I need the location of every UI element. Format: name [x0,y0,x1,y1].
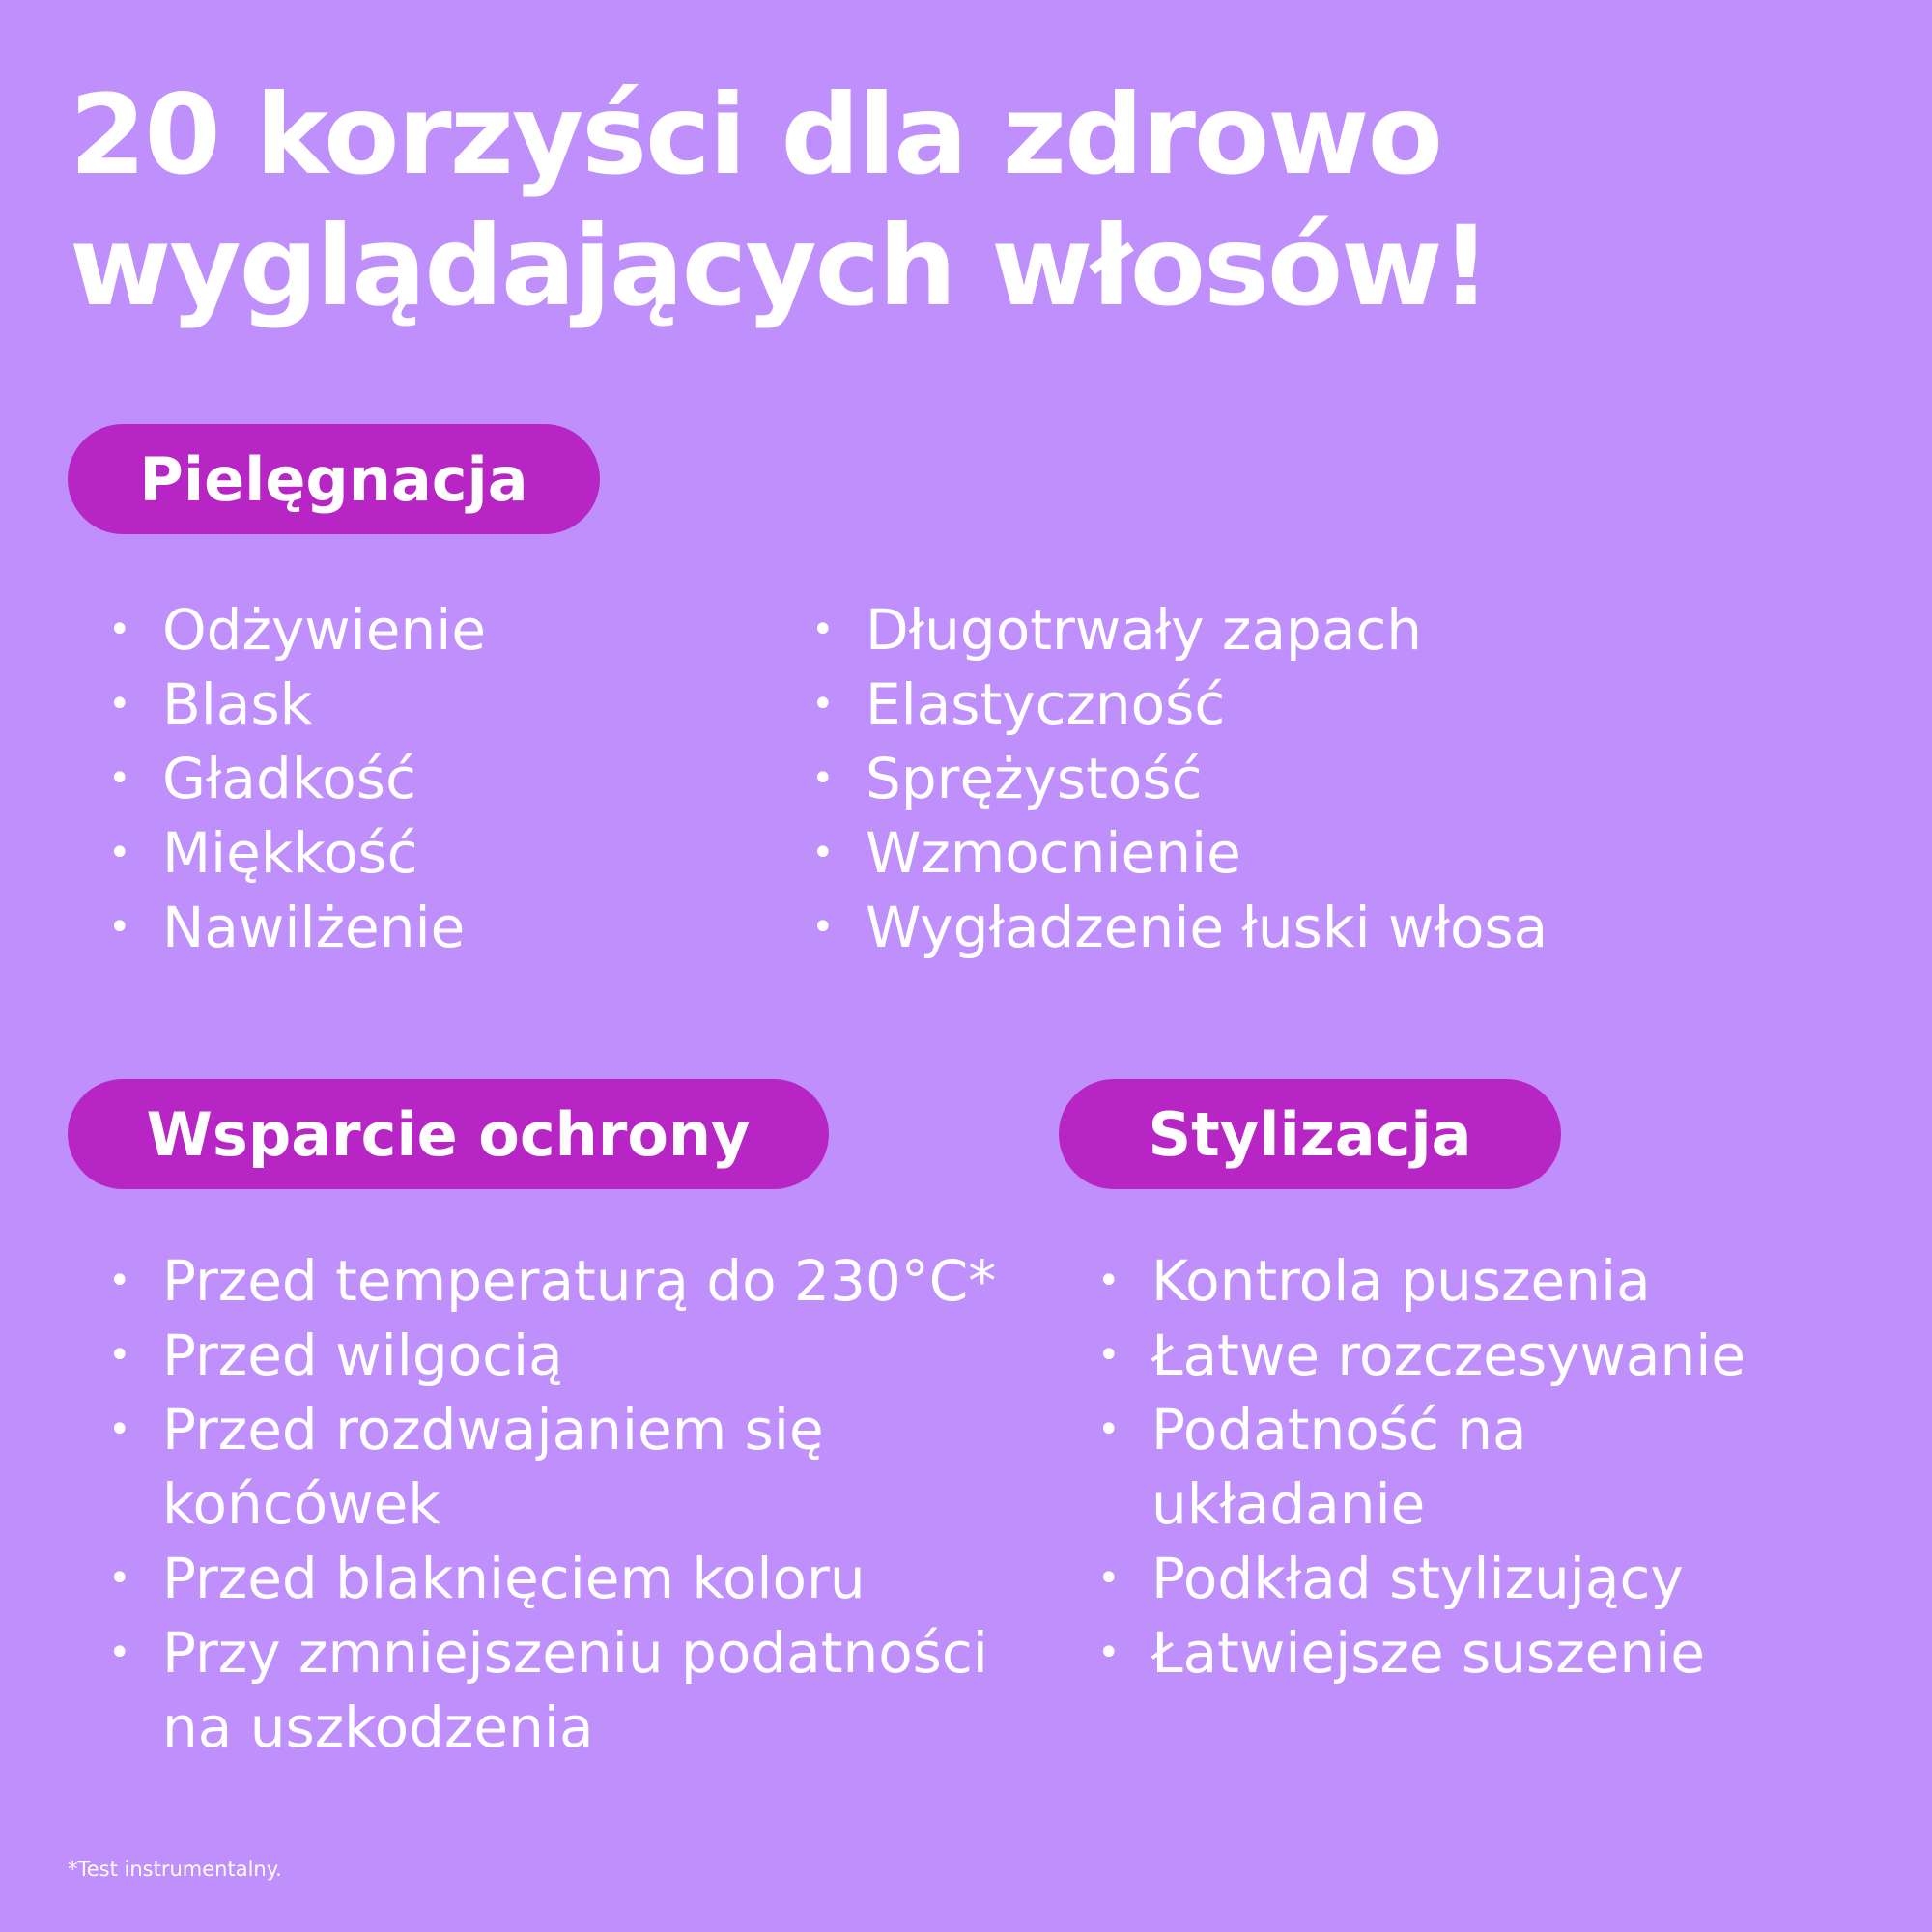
list-item: • Przed temperaturą do 230°C* [70,1244,1084,1319]
bullet-icon: • [108,608,131,652]
bullet-icon: • [1097,1631,1121,1675]
list-item: • Łatwiejsze suszenie [1059,1616,1909,1690]
bullet-icon: • [108,1556,131,1601]
care-list-right [773,593,1739,965]
page-title [70,70,1490,332]
bullet-icon: • [811,756,835,801]
section-label-protection: Wsparcie ochrony [68,1079,829,1189]
title-line-2: wyglądających włosów! [70,202,1490,330]
list-item: • Przed wilgocią [70,1319,1084,1393]
styling-list [1059,1244,1909,1690]
list-item: • Elastyczność [773,668,1739,742]
bullet-icon: • [108,1333,131,1378]
list-item: • Łatwe rozczesywanie [1059,1319,1909,1393]
list-item: • Długotrwały zapach [773,593,1739,668]
list-item: • Wzmocnienie [773,816,1739,891]
list-item: • Przed rozdwajaniem się końcówek [70,1393,1084,1542]
bullet-icon: • [811,831,835,875]
list-item: • Sprężystość [773,742,1739,816]
bullet-icon: • [1097,1333,1121,1378]
list-item: • Blask [70,668,707,742]
care-list-left [70,593,707,965]
section-label-care: Pielęgnacja [68,424,600,534]
title-line-1: 20 korzyści dla zdrowo [70,71,1441,199]
bullet-icon: • [108,682,131,726]
list-item: • Podkład stylizujący [1059,1542,1909,1616]
list-item: • Przed blaknięciem koloru [70,1542,1084,1616]
bullet-icon: • [811,608,835,652]
list-item: • Odżywienie [70,593,707,668]
section-label-styling: Stylizacja [1059,1079,1561,1189]
protection-list [70,1244,1084,1765]
bullet-icon: • [108,756,131,801]
list-item: • Podatność na układanie [1059,1393,1909,1542]
bullet-icon: • [1097,1556,1121,1601]
bullet-icon: • [108,1631,131,1675]
list-item: • Wygładzenie łuski włosa [773,891,1739,965]
list-item: • Miękkość [70,816,707,891]
bullet-icon: • [1097,1407,1121,1452]
bullet-icon: • [811,905,835,950]
bullet-icon: • [108,905,131,950]
list-item: • Przy zmniejszeniu podatności na uszkodzenia [70,1616,1084,1765]
bullet-icon: • [108,1259,131,1303]
footnote: *Test instrumentalny. [68,1858,282,1881]
bullet-icon: • [1097,1259,1121,1303]
list-item: • Gładkość [70,742,707,816]
bullet-icon: • [811,682,835,726]
bullet-icon: • [108,831,131,875]
bullet-icon: • [108,1407,131,1452]
list-item: • Kontrola puszenia [1059,1244,1909,1319]
list-item: • Nawilżenie [70,891,707,965]
